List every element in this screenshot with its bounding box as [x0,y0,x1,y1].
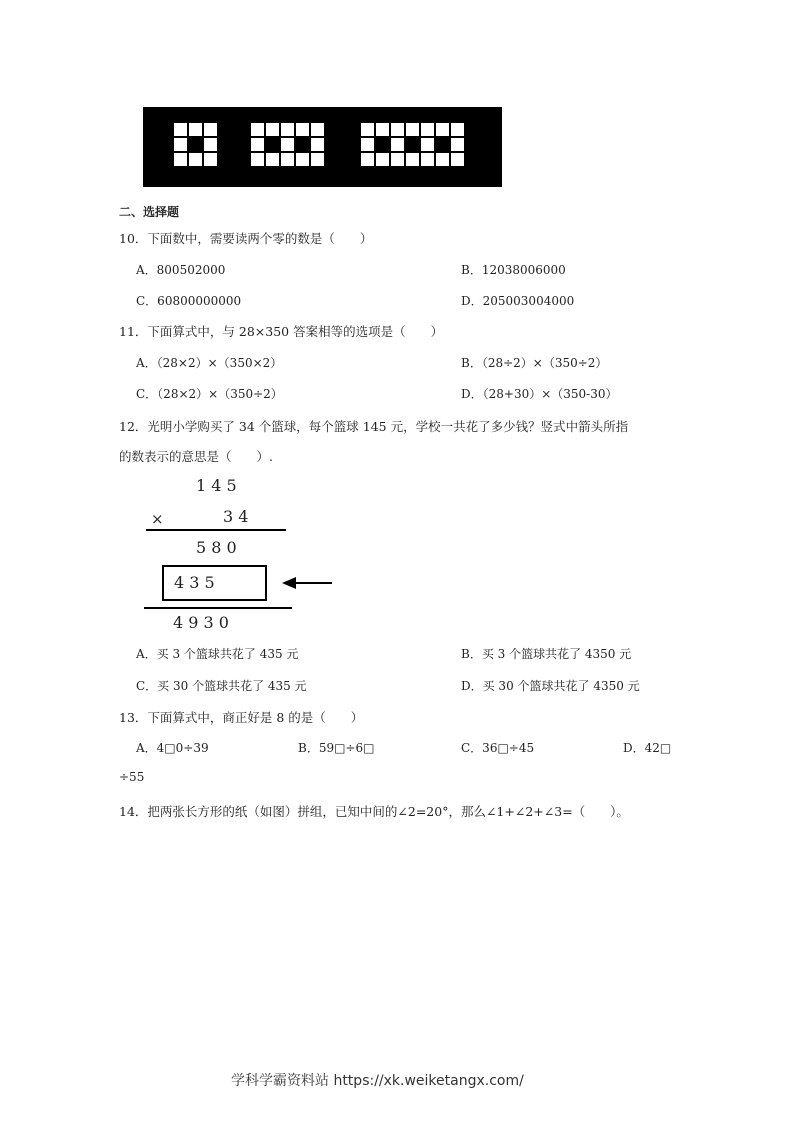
times-sign: × [151,510,164,528]
question-13-stem: 13．下面算式中，商正好是 8 的是（ ） [119,710,364,725]
question-10-option-d: D．205003004000 [461,294,575,308]
arrow-left-icon [282,575,334,591]
calc-row-product: 4 9 3 0 [173,613,229,632]
pattern-cell [376,123,389,136]
section-title: 二、选择题 [119,205,180,219]
pattern-cell [174,138,187,151]
pattern-cell [391,138,404,151]
pattern-cell [361,138,374,151]
pattern-cell [296,153,309,166]
calc-row-partial-1: 5 8 0 [196,538,237,557]
pattern-cell [251,138,264,151]
pattern-cell [451,153,464,166]
pattern-cell [266,153,279,166]
pattern-cell [406,123,419,136]
pattern-cell [266,138,279,151]
calc-rule-2 [144,607,292,609]
pattern-cell [311,153,324,166]
pattern-cell [281,138,294,151]
pattern-cell [189,138,202,151]
pattern-cell [406,153,419,166]
question-13-option-c: C．36□÷45 [461,741,535,755]
question-10-option-a: A．800502000 [136,263,226,277]
question-12-option-c: C．买 30 个篮球共花了 435 元 [136,679,307,693]
pattern-cell [376,153,389,166]
question-11-stem: 11．下面算式中，与 28×350 答案相等的选项是（ ） [119,324,444,339]
question-13-option-b: B．59□÷6□ [298,741,375,755]
pattern-cell [436,123,449,136]
pattern-cell [251,123,264,136]
pattern-cell [174,123,187,136]
pattern-cell [421,138,434,151]
question-14-stem: 14．把两张长方形的纸（如图）拼组，已知中间的∠2=20°，那么∠1+∠2+∠3=（ ）。 [119,804,629,819]
question-10-stem: 10．下面数中，需要读两个零的数是（ ） [119,231,373,246]
pattern-cell [311,138,324,151]
pattern-cell [296,123,309,136]
question-12-stem-line-2: 的数表示的意思是（ ）. [119,449,273,464]
question-10-option-b: B．12038006000 [461,263,566,277]
footer-source: 学科学霸资料站 https://xk.weiketangx.com/ [231,1073,524,1089]
pattern-cell [421,153,434,166]
question-12-stem-line-1: 12．光明小学购买了 34 个篮球，每个篮球 145 元，学校一共花了多少钱？竖式中箭头所指 [119,419,629,434]
question-11-option-b: B．（28÷2）×（350÷2） [461,356,608,370]
pattern-cell [311,123,324,136]
pattern-cell [281,153,294,166]
question-11-option-d: D．（28+30）×（350-30） [461,387,618,401]
calc-row-multiplicand: 1 4 5 [196,476,237,495]
question-12-option-a: A．买 3 个篮球共花了 435 元 [136,647,299,661]
pattern-cell [281,123,294,136]
pattern-cell [436,153,449,166]
pattern-cell [204,153,217,166]
pattern-cell [189,123,202,136]
question-13-option-d-wrap: ÷55 [119,770,145,784]
pattern-cell [421,123,434,136]
pattern-cell [361,153,374,166]
pattern-cell [189,153,202,166]
pattern-cell [361,123,374,136]
pattern-cell [436,138,449,151]
square-pattern-group-3 [361,123,464,166]
question-11-option-c: C．（28×2）×（350÷2） [136,387,283,401]
question-13-option-d: D．42□ [623,741,672,755]
square-pattern-group-2 [251,123,324,166]
question-11-option-a: A．（28×2）×（350×2） [136,356,283,370]
question-12-option-b: B．买 3 个篮球共花了 4350 元 [461,647,632,661]
pattern-cell [174,153,187,166]
pattern-cell [391,123,404,136]
question-10-option-c: C．60800000000 [136,294,242,308]
pattern-cell [204,138,217,151]
pattern-cell [251,153,264,166]
pattern-cell [266,123,279,136]
pattern-cell [451,123,464,136]
calc-rule-1 [146,529,286,531]
pattern-cell [376,138,389,151]
pattern-cell [204,123,217,136]
calc-row-partial-2: 4 3 5 [174,573,215,592]
question-13-option-a: A．4□0÷39 [136,741,209,755]
pattern-cell [406,138,419,151]
pattern-cell [451,138,464,151]
pattern-banner [143,107,502,187]
pattern-cell [296,138,309,151]
square-pattern-group-1 [174,123,217,166]
question-12-option-d: D．买 30 个篮球共花了 4350 元 [461,679,640,693]
pattern-cell [391,153,404,166]
calc-row-multiplier: 3 4 [223,507,249,526]
